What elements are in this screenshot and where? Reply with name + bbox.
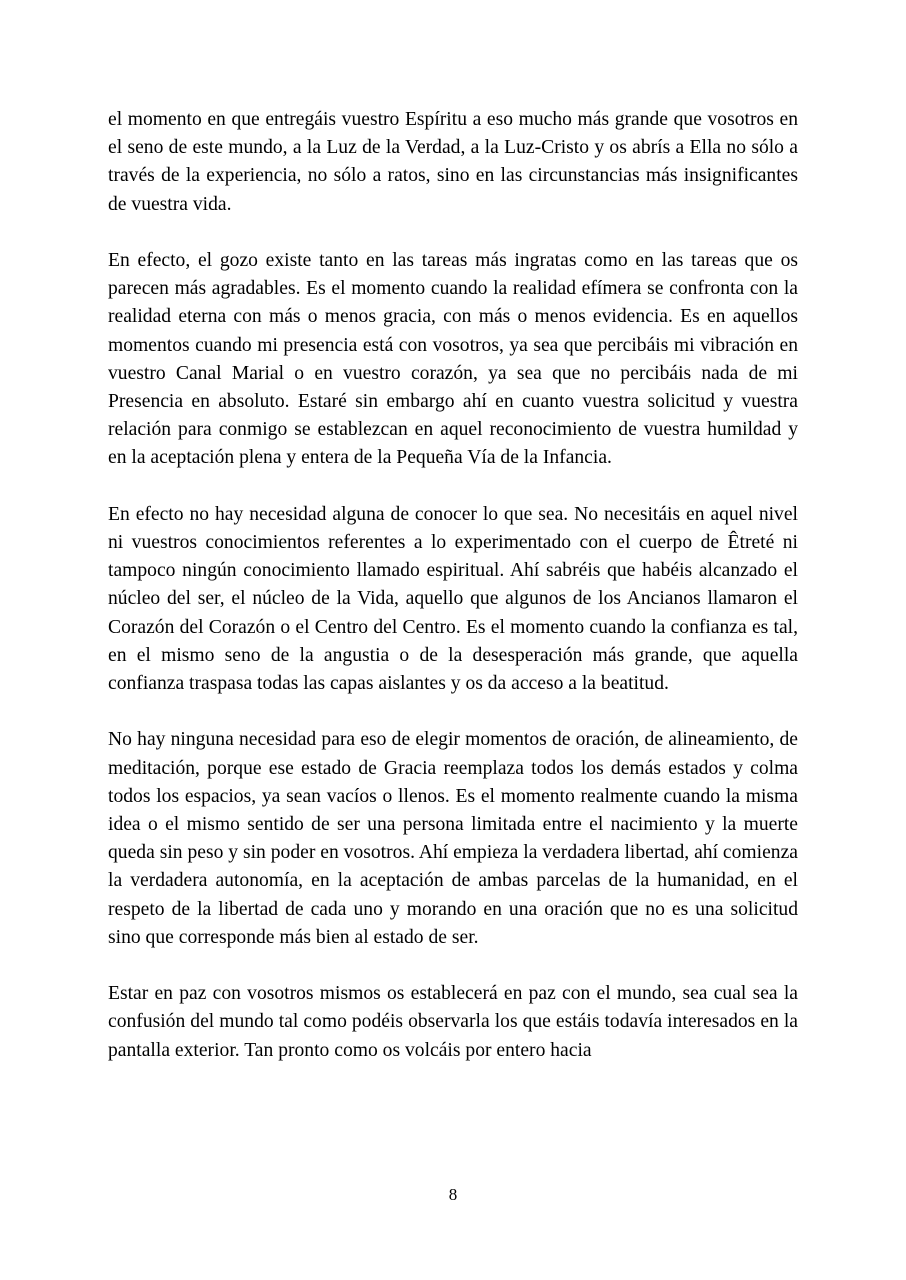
paragraph-1: el momento en que entregáis vuestro Espíritu a eso mucho más grande que vosotros en el seno de este mundo, a la Luz de la Verdad, a la Luz-Cristo y os abrís a Ella no sólo a través de la experiencia, no sólo a ratos, sino en las circunstancias más insignificantes de vuestra vida. xyxy=(108,109,798,215)
paragraph-3: En efecto no hay necesidad alguna de conocer lo que sea. No necesitáis en aquel nivel ni vuestros conocimientos referentes a lo experimentado con el cuerpo de Êtreté ni tampoco ningún conocimiento llamado espiritual. Ahí sabréis que habéis alcanzado el núcleo del ser, el núcleo de la Vida, aquello que algunos de los Ancianos llamaron el Corazón del Corazón o el Centro del Centro. Es el momento cuando la confianza es tal, en el mismo seno de la angustia o de la desesperación más grande, que aquella confianza traspasa todas las capas aislantes y os da acceso a la beatitud. xyxy=(108,503,798,695)
page-number: 8 xyxy=(448,1185,458,1204)
body-text xyxy=(108,106,798,1065)
paragraph-5: Estar en paz con vosotros mismos os establecerá en paz con el mundo, sea cual sea la confusión del mundo tal como podéis observarla los que estáis todavía interesados en la pantalla exterior. Tan pronto como os volcáis por entero hacia xyxy=(108,983,798,1061)
paragraph-2: En efecto, el gozo existe tanto en las tareas más ingratas como en las tareas que os parecen más agradables. Es el momento cuando la realidad efímera se confronta con la realidad eterna con más o menos gracia, con más o menos evidencia. Es en aquellos momentos cuando mi presencia está con vosotros, ya sea que percibáis mi vibración en vuestro Canal Marial o en vuestro corazón, ya sea que no percibáis nada de mi Presencia en absoluto. Estaré sin embargo ahí en cuanto vuestra solicitud y vuestra relación para conmigo se establezcan en aquel reconocimiento de vuestra humildad y en la aceptación plena y entera de la Pequeña Vía de la Infancia. xyxy=(108,250,798,469)
paragraph-4: No hay ninguna necesidad para eso de elegir momentos de oración, de alineamiento, de meditación, porque ese estado de Gracia reemplaza todos los demás estados y colma todos los espacios, ya sean vacíos o llenos. Es el momento realmente cuando la misma idea o el mismo sentido de ser una persona limitada entre el nacimiento y la muerte queda sin peso y sin poder en vosotros. Ahí empieza la verdadera libertad, ahí comienza la verdadera autonomía, en la aceptación de ambas parcelas de la humanidad, en el respeto de la libertad de cada uno y morando en una oración que no es una solicitud sino que corresponde más bien al estado de ser. xyxy=(108,729,798,948)
